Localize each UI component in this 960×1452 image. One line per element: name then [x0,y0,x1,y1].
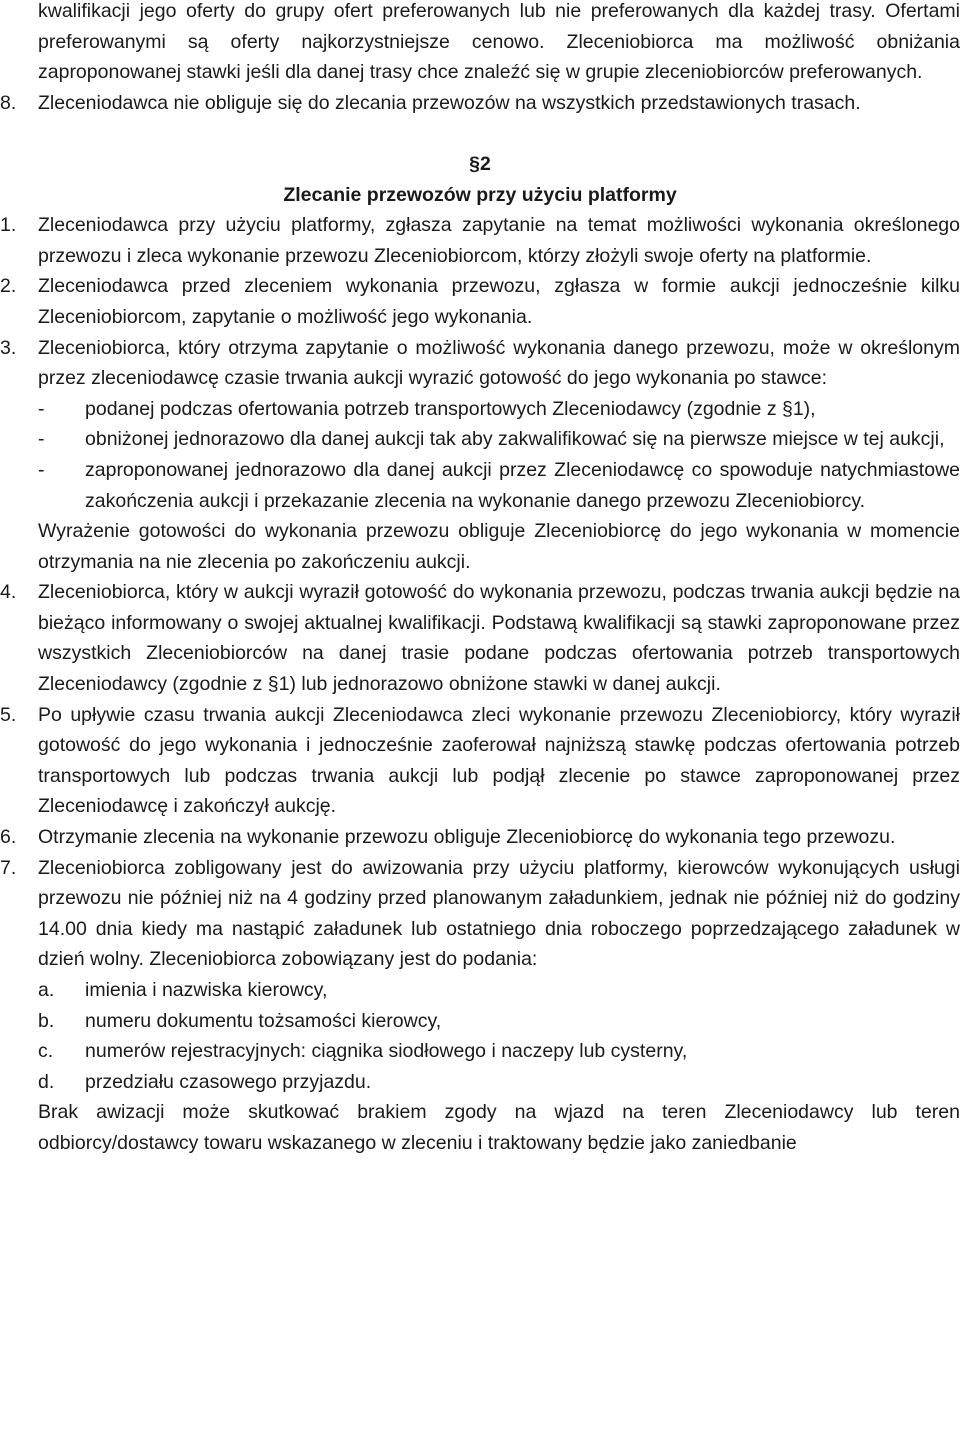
bullet-text: zaproponowanej jednorazowo dla danej aukcji przez Zleceniodawcę co spowoduje natychmiastowe zakończenia aukcji i przekazanie zlecenia na wykonanie danego przewozu Zleceniobiorcy. [85,458,960,512]
list-item-continuation: Brak awizacji może skutkować brakiem zgody na wjazd na teren Zleceniodawcy lub teren odbiorcy/dostawcy towaru wskazanego w zleceniu i traktowany będzie jako zaniedbanie [38,1101,960,1154]
sublist-text: numerów rejestracyjnych: ciągnika siodłowego i naczepy lub cysterny, [85,1040,688,1063]
list-item-text: Zleceniobiorca, który otrzyma zapytanie o możliwość wykonania danego przewozu, może w określonym przez zleceniodawcę czasie trwania aukcji wyrazić gotowość do jego wykonania po stawce: [38,336,960,390]
sublist-text: imienia i nazwiska kierowcy, [85,979,328,1001]
list-item-text: Otrzymanie zlecenia na wykonanie przewozu obliguje Zleceniobiorcę do wykonania tego przewozu. [38,826,896,849]
sublist-item-d [38,1067,960,1098]
sublist-text: przedziału czasowego przyjazdu. [85,1070,372,1093]
bullet-item [38,455,960,516]
list-item-3 [0,333,960,578]
sublist-item-a [38,975,960,1006]
list-item-2 [0,271,960,332]
sublist-item-c [38,1036,960,1067]
list-item-number: 3. [0,336,17,359]
section-title: Zlecanie przewozów przy użyciu platformy [283,183,677,206]
list-item-body [38,333,960,578]
section-number: §2 [469,152,491,175]
list-item-number: 4. [0,581,17,604]
bullet-dash: - [38,428,45,451]
list-item-number: 8. [0,91,17,114]
list-item-number: 1. [0,214,17,237]
bullet-text: podanej podczas ofertowania potrzeb transportowych Zleceniodawcy (zgodnie z §1), [85,397,816,420]
list-item-text: Po upływie czasu trwania aukcji Zleceniodawca zleci wykonanie przewozu Zleceniobiorcy, który wyraził gotowość do jego wykonania i jednocześnie zaoferował najniższą stawkę podczas ofertowania potrzeb transportowych lub podczas trwania aukcji lub podjął zlecenie po stawce zaproponowanej przez Zleceniodawcę i zakończył aukcję. [38,703,960,818]
list-item-number: 7. [0,856,17,879]
list-item-text: Zleceniobiorca zobligowany jest do awizowania przy użyciu platformy, kierowców wykonujących usługi przewozu nie później niż na 4 godziny przed planowanym załadunkiem, jednak nie później niż do godziny 14.00 dnia kiedy ma nastąpić załadunek lub ostatniego dnia roboczego poprzedzającego załadunek w dzień wolny. Zleceniobiorca zobowiązany jest do podania: [38,856,960,971]
sublist-text: numeru dokumentu tożsamości kierowcy, [85,1009,442,1032]
list-item-1 [0,210,960,271]
bullet-dash: - [38,397,45,420]
bullet-item [38,394,960,425]
list-item-6 [0,822,960,853]
list-item-4 [0,577,960,699]
list-item-5 [0,700,960,822]
list-item-number: 6. [0,826,17,849]
sublist-marker: c. [38,1040,54,1063]
list-item-number: 5. [0,703,17,726]
bullet-text: obniżonej jednorazowo dla danej aukcji tak aby zakwalifikować się na pierwsze miejsce w tej aukcji, [85,428,945,451]
list-item-continuation: Wyrażenie gotowości do wykonania przewozu obliguje Zleceniobiorcę do jego wykonania w momencie otrzymania na nie zlecenia po zakończeniu aukcji. [38,520,960,573]
intro-paragraph [0,0,960,88]
list-item-text: Zleceniodawca nie obliguje się do zlecania przewozów na wszystkich przedstawionych trasach. [38,91,861,114]
sublist-marker: d. [38,1070,55,1093]
sublist-marker: a. [38,979,55,1001]
sublist-item-b [38,1006,960,1037]
bullet-item [38,424,960,455]
list-item-8 [0,88,960,119]
bullet-dash: - [38,458,45,481]
list-item-7 [0,853,960,1159]
list-item-body [38,853,960,1159]
intro-indent [0,0,38,88]
spacer [0,118,960,149]
sublist-marker: b. [38,1009,55,1032]
list-item-text: Zleceniobiorca, który w aukcji wyraził gotowość do wykonania przewozu, podczas trwania aukcji będzie na bieżąco informowany o swojej aktualnej kwalifikacji. Podstawą kwalifikacji są stawki zaproponowane przez wszystkich Zleceniobiorców na danej trasie podane podczas ofertowania potrzeb transportowych Zleceniodawcy (zgodnie z §1) lub jednorazowo obniżone stawki w danej aukcji. [38,581,960,696]
list-item-text: Zleceniodawca przy użyciu platformy, zgłasza zapytanie na temat możliwości wykonania określonego przewozu i zleca wykonanie przewozu Zleceniobiorcom, którzy złożyli swoje oferty na platformie. [38,214,960,267]
list-item-number: 2. [0,275,17,298]
section-number-value: 2 [480,152,491,175]
intro-text: kwalifikacji jego oferty do grupy ofert preferowanych lub nie preferowanych dla każdej trasy. Ofertami preferowanymi są oferty najkorzystniejsze cenowo. Zleceniobiorca ma możliwość obniżania zaproponowanej stawki jeśli dla danej trasy chce znaleźć się w grupie zleceniobiorców preferowanych. [38,0,960,84]
list-item-text: Zleceniodawca przed zleceniem wykonania przewozu, zgłasza w formie aukcji jednocześnie kilku Zleceniobiorcom, zapytanie o możliwość jego wykonania. [38,275,960,328]
